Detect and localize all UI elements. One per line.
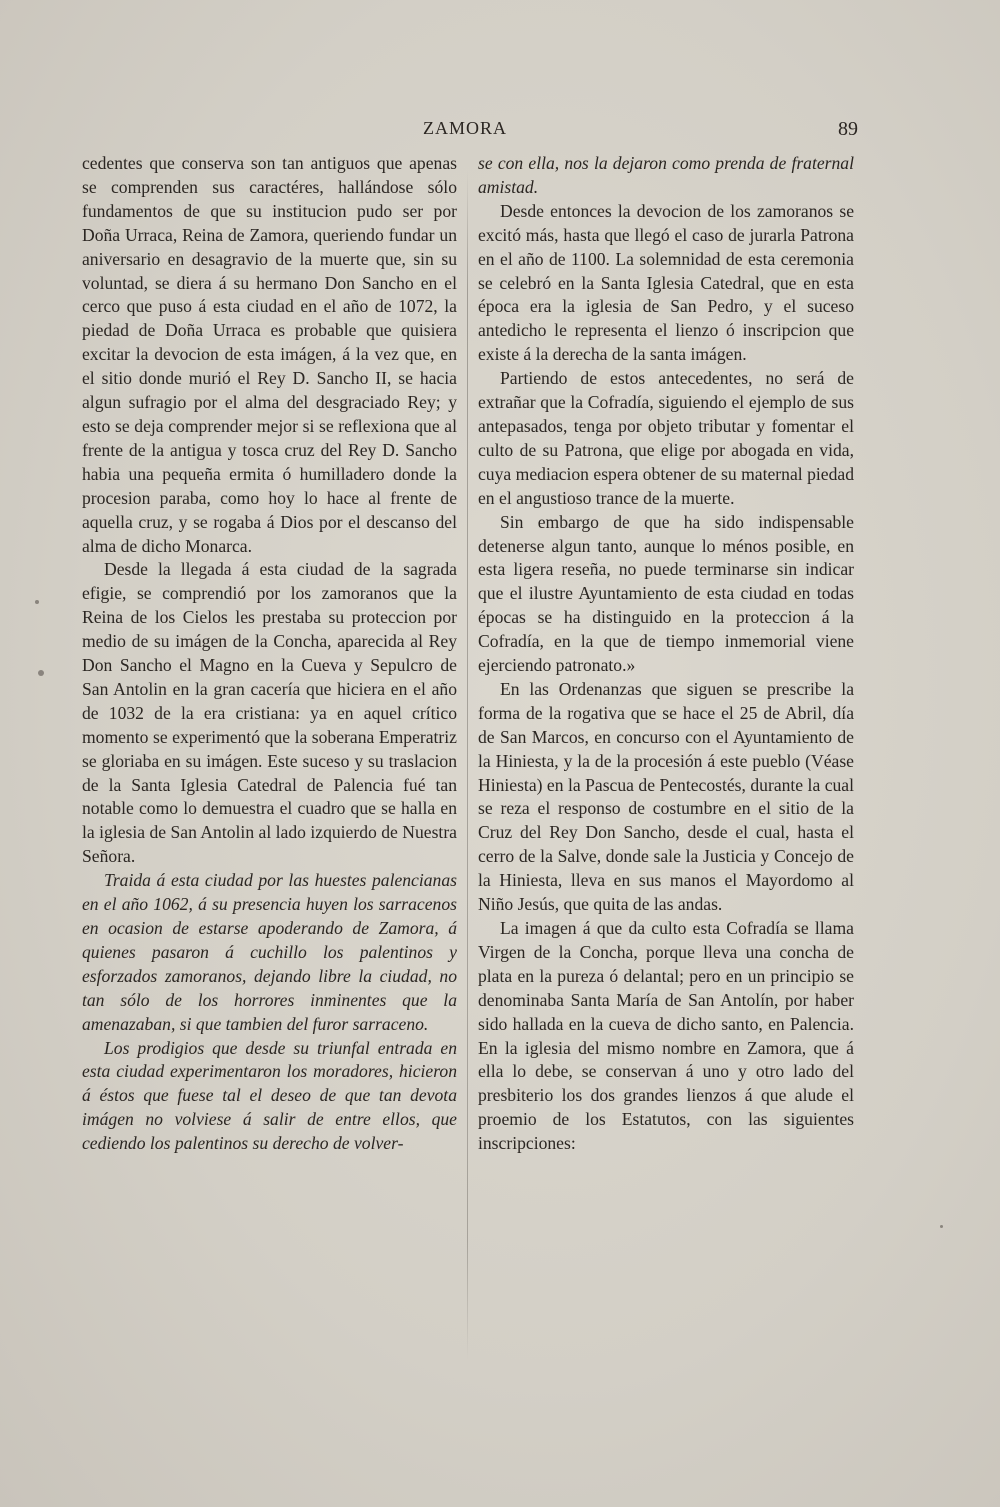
ink-speck bbox=[940, 1225, 943, 1228]
left-paragraph-llegada: Desde la llegada á esta ciudad de la sagrada efigie, se comprendió por los zamoranos que la Reina de los Cielos les prestaba su proteccion por medio de su imágen de la Concha, aparecida al Rey Don Sancho el Magno en la Cueva y Sepulcro de San Antolin en la gran cacería que hiciera en el año de 1032 de la era cristiana: ya en aquel crítico momento se experimentó que la soberana Emperatriz se gloriaba en su imágen. Este suceso y su traslacion de la Santa Iglesia Catedral de Palencia fué tan notable como lo demuestra el cuadro que se halla en la iglesia de San Antolin al lado izquierdo de Nuestra Señora. bbox=[82, 559, 457, 867]
left-paragraph-prodigios: Los prodigios que desde su triunfal entrada en esta ciudad experimentaron los moradores, hicieron á éstos que fuese tal el deseo de que tan devota imágen no volviese á salir de entre ellos, que cediendo los palentinos su derecho de volver- bbox=[82, 1037, 457, 1154]
ink-speck bbox=[38, 670, 44, 676]
left-column bbox=[82, 152, 457, 1156]
right-paragraph-imagen: La imagen á que da culto esta Cofradía se llama Virgen de la Concha, porque lleva una concha de plata en la pureza ó delantal; pero en un principio se denominaba Santa María de San Antolín, por haber sido hallada en la cueva de dicho santo, en Palencia. En la iglesia del mismo nombre en Zamora, que á ella lo debe, se conservan á uno y otro lado del presbiterio los dos grandes lienzos á que alude el proemio de los Estatutos, con las siguientes inscripciones: bbox=[478, 918, 854, 1154]
right-paragraph-devocion: Desde entonces la devocion de los zamoranos se excitó más, hasta que llegó el caso de jurarla Patrona en el año de 1100. La solemnidad de esta ceremonia se celebró en la Santa Iglesia Catedral, que en esta época era la iglesia de San Pedro, y el suceso antedicho le representa el lienzo ó inscripcion que existe á la derecha de la santa imágen. bbox=[478, 200, 854, 365]
right-paragraph-ordenanzas: En las Ordenanzas que siguen se prescribe la forma de la rogativa que se hace el 25 de Abril, día de San Marcos, en concurso con el Ayuntamiento de la Hiniesta, y la de la procesión á este pueblo (Véase Hiniesta) en la Pascua de Pentecostés, durante la cual se reza el responso de costumbre en el sitio de la Cruz del Rey Don Sancho, desde el cual, hasta el cerro de la Salve, donde sale la Justicia y Concejo de la Hiniesta, lleva en sus manos el Mayordomo al Niño Jesús, que quita de las andas. bbox=[478, 678, 854, 915]
right-paragraph-antecedentes: Partiendo de estos antecedentes, no será de extrañar que la Cofradía, siguiendo el ejemplo de sus antepasados, tenga por objeto tributar y fomentar el culto de su Patrona, que elige por abogada en vida, cuya mediacion espera obtener de su maternal piedad en el angustioso trance de la muerte. bbox=[478, 368, 854, 508]
ink-speck bbox=[35, 600, 39, 604]
page-number: 89 bbox=[838, 118, 858, 140]
running-head bbox=[80, 118, 858, 142]
right-column bbox=[478, 152, 854, 1156]
running-title: ZAMORA bbox=[422, 118, 507, 138]
column-divider bbox=[467, 170, 468, 1360]
right-paragraph-continuation: se con ella, nos la dejaron como prenda de fraternal amistad. bbox=[478, 153, 854, 197]
left-paragraph-continuation: cedentes que conserva son tan antiguos que apenas se comprenden sus caractéres, hallándose sólo fundamentos de que su institucion pudo ser por Doña Urraca, Reina de Zamora, queriendo fundar un aniversario en desagravio de la muerte que, sin su voluntad, se diera á su hermano Don Sancho en el cerco que puso á esta ciudad en el año de 1072, la piedad de Doña Urraca es probable que quisiera excitar la devocion de esta imágen, á la vez que, en el sitio donde murió el Rey D. Sancho II, se hacia algun sufragio por el alma del desgraciado Rey; y esto se deja comprender mejor si se reflexiona que al frente de la antigua y tosca cruz del Rey D. Sancho habia una pequeña ermita ó humilladero donde la procesion paraba, como hoy lo hace al frente de aquella cruz, y se rogaba á Dios por el descanso del alma de dicho Monarca. bbox=[82, 153, 457, 556]
left-paragraph-traida: Traida á esta ciudad por las huestes palencianas en el año 1062, á su presencia huyen los sarracenos en ocasion de estarse apoderando de Zamora, á quienes pasaron á cuchillo los palentinos y esforzados zamoranos, dejando libre la ciudad, no tan sólo de los horrores inminentes que la amenazaban, si que tambien del furor sarraceno. bbox=[82, 870, 457, 1034]
right-paragraph-ayuntamiento: Sin embargo de que ha sido indispensable detenerse algun tanto, aunque lo ménos posible, en esta ligera reseña, no puede terminarse sin indicar que el ilustre Ayuntamiento de esta ciudad en todas épocas se ha distinguido en la proteccion á la Cofradía, en la que de tiempo inmemorial viene ejerciendo patronato.» bbox=[478, 511, 854, 676]
